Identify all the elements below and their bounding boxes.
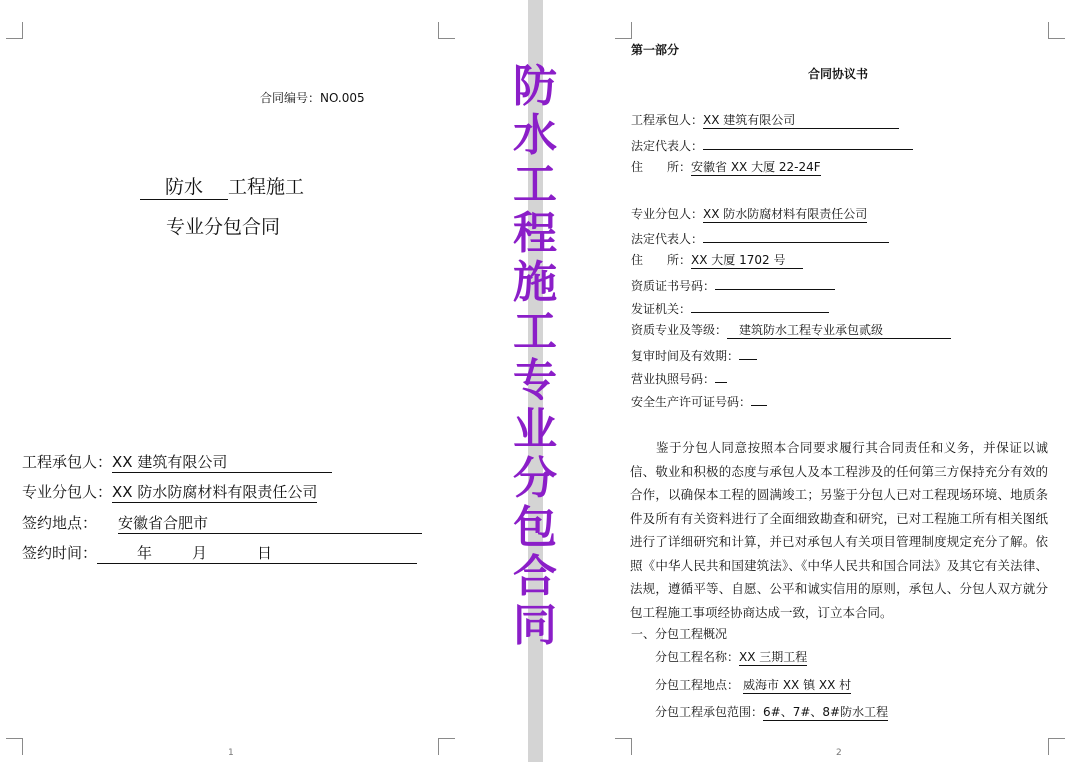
time-day: 日 xyxy=(257,544,273,562)
project-item xyxy=(655,703,888,721)
info-row xyxy=(631,345,757,364)
row-value xyxy=(691,298,829,313)
crop-mark xyxy=(438,738,455,755)
row-value: XX 大厦 1702 号 xyxy=(691,251,803,269)
contract-number: 合同编号：NO.005 xyxy=(260,91,365,105)
banner-char: 施 xyxy=(513,257,557,308)
crop-mark xyxy=(1048,738,1065,755)
info-row xyxy=(631,205,867,223)
part-heading: 第一部分 xyxy=(631,43,680,57)
item-label: 分包工程地点： xyxy=(655,678,740,692)
info-row xyxy=(631,228,889,247)
banner-char: 同 xyxy=(513,600,557,651)
row-value xyxy=(739,345,757,360)
info-row xyxy=(631,391,767,410)
time-year: 年 xyxy=(137,544,153,562)
row-label: 法定代表人： xyxy=(631,232,704,246)
title-rest: 工程施工 xyxy=(228,176,305,198)
time-month: 月 xyxy=(192,544,208,562)
row-label: 法定代表人： xyxy=(631,139,704,153)
crop-mark xyxy=(438,22,455,39)
contract-title xyxy=(140,172,304,200)
info-row xyxy=(631,275,835,294)
item-value: 威海市 XX 镇 XX 村 xyxy=(743,678,852,692)
page-number: 2 xyxy=(836,748,842,758)
contractor-value: XX 建筑有限公司 xyxy=(112,451,332,473)
info-row xyxy=(631,111,899,129)
banner-char: 水 xyxy=(513,110,557,161)
item-value: XX 三期工程 xyxy=(739,650,808,664)
row-value xyxy=(703,135,913,150)
banner-char: 合 xyxy=(513,551,557,602)
signing-place-label: 签约地点： xyxy=(22,514,98,532)
page-1 xyxy=(0,0,528,762)
agreement-heading: 合同协议书 xyxy=(808,67,869,81)
row-label: 复审时间及有效期： xyxy=(631,349,740,363)
crop-mark xyxy=(1048,22,1065,39)
contractor-row xyxy=(22,451,332,473)
banner-char: 专 xyxy=(513,355,557,406)
row-label: 专业分包人： xyxy=(631,207,704,221)
banner-char: 工 xyxy=(513,159,557,210)
contract-subtitle: 专业分包合同 xyxy=(166,216,281,238)
project-item xyxy=(655,676,851,694)
banner-char: 程 xyxy=(513,208,557,259)
page-number: 1 xyxy=(228,748,234,758)
row-value xyxy=(751,391,767,406)
signing-time-row xyxy=(22,542,417,564)
row-label: 资质专业及等级： xyxy=(631,323,728,337)
info-row xyxy=(631,158,821,176)
info-row xyxy=(631,135,913,154)
info-row xyxy=(631,321,951,339)
row-value xyxy=(715,368,727,383)
signing-place-value: 安徽省合肥市 xyxy=(118,512,422,534)
banner-char: 分 xyxy=(513,453,557,504)
info-row xyxy=(631,368,727,387)
row-value: XX 防水防腐材料有限责任公司 xyxy=(703,207,868,221)
subcontractor-row xyxy=(22,481,317,503)
banner-char: 业 xyxy=(513,404,557,455)
row-value xyxy=(703,228,889,243)
project-item xyxy=(655,648,807,666)
banner-char: 包 xyxy=(513,502,557,553)
row-label: 安全生产许可证号码： xyxy=(631,395,752,409)
row-label: 营业执照号码： xyxy=(631,372,716,386)
signing-time-label: 签约时间： xyxy=(22,544,98,562)
item-label: 分包工程承包范围： xyxy=(655,705,764,719)
row-label: 住 所： xyxy=(631,253,692,267)
row-value: 建筑防水工程专业承包贰级 xyxy=(727,321,951,339)
crop-mark xyxy=(615,738,632,755)
item-label: 分包工程名称： xyxy=(655,650,740,664)
row-label: 资质证书号码： xyxy=(631,279,716,293)
subcontractor-label: 专业分包人： xyxy=(22,483,113,501)
crop-mark xyxy=(6,22,23,39)
info-row xyxy=(631,251,803,269)
row-value: 安徽省 XX 大厦 22-24F xyxy=(691,160,821,174)
item-value: 6#、7#、8#防水工程 xyxy=(763,705,889,719)
row-value xyxy=(715,275,835,290)
title-project-type: 防水 xyxy=(140,172,228,200)
row-label: 发证机关： xyxy=(631,302,692,316)
section-heading: 一、分包工程概况 xyxy=(631,627,728,641)
row-label: 工程承包人： xyxy=(631,113,704,127)
crop-mark xyxy=(6,738,23,755)
preamble-paragraph: 鉴于分包人同意按照本合同要求履行其合同责任和义务，并保证以诚信、敬业和积极的态度与承包人及本工程涉及的任何第三方保持充分有效的合作，以确保本工程的圆满竣工；另鉴于分包人已对工程现场环境、地质条件及所有有关资料进行了全面细致勘查和研究，已对工程施工所有相关图纸进行了详细研究和计算，并已对承包人有关项目管理制度规定充分了解。依照《中华人民共和国建筑法》、《中华人民共和国合同法》及其它有关法律、法规，遵循平等、自愿、公平和诚实信用的原则，承包人、分包人双方就分包工程施工事项经协商达成一致，订立本合同。 xyxy=(630,440,1048,620)
vertical-title-banner xyxy=(507,62,563,650)
banner-char: 防 xyxy=(513,61,557,112)
crop-mark xyxy=(615,22,632,39)
row-label: 住 所： xyxy=(631,160,692,174)
contractor-label: 工程承包人： xyxy=(22,453,113,471)
signing-place-row xyxy=(22,512,422,534)
row-value: XX 建筑有限公司 xyxy=(703,111,899,129)
subcontractor-value: XX 防水防腐材料有限责任公司 xyxy=(112,483,318,501)
banner-char: 工 xyxy=(513,306,557,357)
info-row xyxy=(631,298,829,317)
signing-time-value xyxy=(97,542,417,564)
